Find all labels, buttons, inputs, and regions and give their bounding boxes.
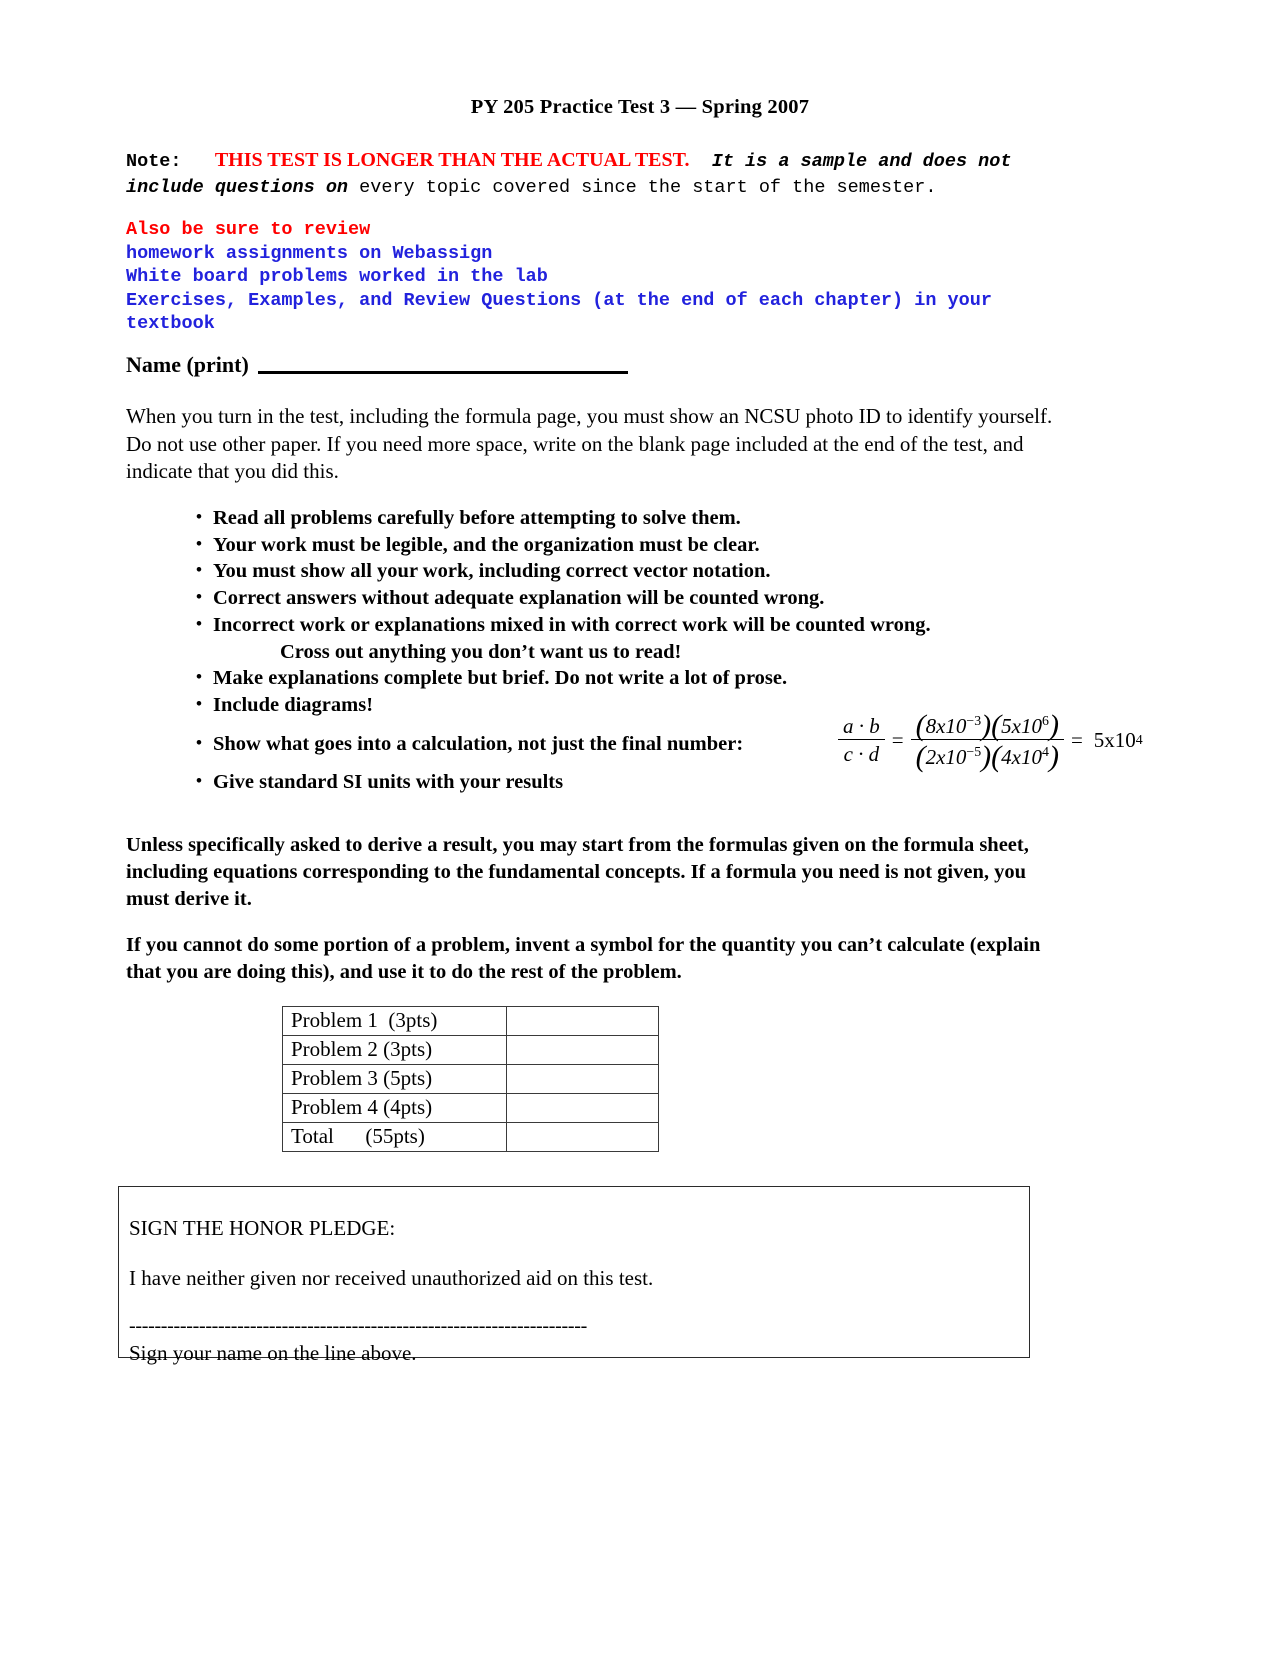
bullet-subitem-cross-out: Cross out anything you don’t want us to read!	[280, 640, 682, 663]
formula-num-factor2: 5x10	[1001, 714, 1042, 738]
bullet-marker-icon: •	[196, 560, 202, 580]
formula-para-line-1: Unless specifically asked to derive a result, you may start from the formulas given on the formula sheet,	[126, 834, 1029, 856]
name-input-line[interactable]	[258, 371, 628, 374]
bullet-item-show-work	[196, 558, 1096, 585]
formula-result-exp: 4	[1135, 732, 1143, 748]
left-paren-icon: (	[991, 709, 1002, 742]
bullet-marker-icon: •	[196, 771, 202, 791]
bullet-text: Your work must be legible, and the organization must be clear.	[213, 533, 760, 556]
table-row	[283, 1094, 659, 1123]
right-paren-icon: )	[1048, 740, 1059, 774]
bullet-item-incorrect-work	[196, 612, 1096, 639]
example-formula	[838, 709, 1143, 774]
formula-result: 5x10	[1093, 727, 1136, 752]
formula-lhs-fraction	[838, 715, 885, 765]
formula-rhs-denominator	[911, 740, 1064, 774]
formula-num-exp1: −3	[966, 713, 982, 728]
score-row-value[interactable]	[507, 1036, 659, 1065]
formula-num-factor1: 8x10	[925, 714, 967, 738]
formula-den-exp2: 4	[1042, 744, 1049, 760]
invent-para-line-1: If you cannot do some portion of a problem, invent a symbol for the quantity you can’t calculate (explain	[126, 934, 1041, 956]
bullet-marker-icon: •	[196, 507, 202, 526]
right-paren-icon: )	[1048, 709, 1059, 742]
bullet-item-explanation	[196, 585, 1096, 612]
table-row	[283, 1065, 659, 1094]
paragraph-invent-symbol	[126, 932, 1106, 986]
bullet-marker-icon: •	[196, 732, 202, 752]
bullet-marker-icon: •	[196, 587, 202, 607]
formula-rhs-fraction	[911, 709, 1064, 774]
score-row-label: Problem 1 (3pts)	[283, 1007, 507, 1036]
bullet-marker-icon: •	[196, 533, 202, 553]
bullet-text: Include diagrams!	[213, 693, 374, 716]
paragraph-formula-sheet	[126, 832, 1106, 913]
bullet-marker-icon: •	[196, 667, 202, 687]
note-block	[126, 147, 1086, 201]
formula-para-line-3: must derive it.	[126, 888, 252, 910]
formula-result-equals-sign: =	[1070, 727, 1083, 752]
review-item-textbook: textbook	[126, 313, 215, 334]
formula-den-exp1: −5	[966, 744, 982, 760]
score-row-value[interactable]	[507, 1065, 659, 1094]
score-row-label: Problem 4 (4pts)	[283, 1094, 507, 1123]
score-row-label: Problem 3 (5pts)	[283, 1065, 507, 1094]
bullet-item-brief	[196, 665, 1096, 692]
formula-equals-sign: =	[891, 727, 904, 752]
score-row-label-total: Total (55pts)	[283, 1123, 507, 1152]
left-paren-icon: (	[991, 740, 1002, 774]
score-row-value[interactable]	[507, 1007, 659, 1036]
signature-line[interactable]: ------------------------------------------------------------------------	[129, 1315, 587, 1337]
bullet-item-read-carefully	[196, 505, 1096, 532]
note-plain-text: every topic covered since the start of the semester.	[348, 177, 937, 198]
intro-paragraph	[126, 403, 1098, 486]
bullet-text: Correct answers without adequate explanation will be counted wrong.	[213, 587, 825, 610]
formula-num-exp2: 6	[1042, 713, 1049, 728]
left-paren-icon: (	[915, 709, 926, 742]
score-row-label: Problem 2 (3pts)	[283, 1036, 507, 1065]
intro-line-2: Do not use other paper. If you need more space, write on the blank page included at the end of the test, and	[126, 431, 1024, 456]
formula-para-line-2: including equations corresponding to the fundamental concepts. If a formula you need is not given, you	[126, 861, 1027, 883]
bullet-text: You must show all your work, including correct vector notation.	[213, 560, 771, 583]
honor-pledge-box	[118, 1186, 1030, 1365]
table-row	[283, 1036, 659, 1065]
signature-instruction: Sign your name on the line above.	[129, 1341, 417, 1365]
formula-den-factor2: 4x10	[1001, 745, 1042, 770]
intro-line-1: When you turn in the test, including the formula page, you must show an NCSU photo ID to identify yourself.	[126, 404, 1053, 428]
note-label: Note:	[126, 151, 182, 172]
review-item-whiteboard: White board problems worked in the lab	[126, 266, 548, 287]
table-row	[283, 1007, 659, 1036]
bullet-text: Read all problems carefully before attempting to solve them.	[213, 507, 741, 529]
table-row	[283, 1123, 659, 1152]
formula-lhs-denominator: c · d	[843, 742, 880, 767]
review-heading: Also be sure to review	[126, 219, 371, 240]
review-item-webassign: homework assignments on Webassign	[126, 242, 493, 264]
invent-para-line-2: that you are doing this), and use it to do the rest of the problem.	[126, 961, 682, 983]
page-title: PY 205 Practice Test 3 — Spring 2007	[470, 96, 810, 118]
bullet-marker-icon: •	[196, 693, 202, 713]
bullet-text: Give standard SI units with your results	[213, 771, 564, 794]
name-field-label: Name (print)	[126, 352, 249, 377]
right-paren-icon: )	[981, 740, 992, 774]
review-block	[126, 218, 1116, 336]
bullet-item-legible	[196, 532, 1096, 559]
note-italic-text: It is a sample and does not include questions on	[126, 151, 1012, 198]
honor-pledge-heading: SIGN THE HONOR PLEDGE:	[129, 1216, 396, 1240]
name-field-row	[126, 352, 628, 378]
right-paren-icon: )	[981, 709, 992, 742]
score-row-value[interactable]	[507, 1094, 659, 1123]
intro-line-3: indicate that you did this.	[126, 459, 339, 483]
bullet-marker-icon: •	[196, 613, 202, 633]
score-row-value-total[interactable]	[507, 1123, 659, 1152]
formula-rhs-numerator	[911, 709, 1064, 742]
formula-lhs-numerator: a · b	[838, 715, 885, 740]
bullet-text: Incorrect work or explanations mixed in with correct work will be counted wrong.	[213, 613, 931, 636]
bullet-text: Make explanations complete but brief. Do not write a lot of prose.	[213, 667, 788, 690]
left-paren-icon: (	[915, 740, 926, 774]
bullet-item-si-units	[196, 769, 1096, 796]
review-item-exercises: Exercises, Examples, and Review Questions (at the end of each chapter) in your	[126, 289, 992, 311]
note-warning-caps: THIS TEST IS LONGER THAN THE ACTUAL TEST.	[214, 149, 690, 171]
score-table	[282, 1006, 659, 1152]
honor-pledge-statement: I have neither given nor received unauthorized aid on this test.	[129, 1266, 654, 1290]
bullet-text: Show what goes into a calculation, not just the final number:	[213, 732, 744, 755]
formula-den-factor1: 2x10	[925, 745, 967, 770]
